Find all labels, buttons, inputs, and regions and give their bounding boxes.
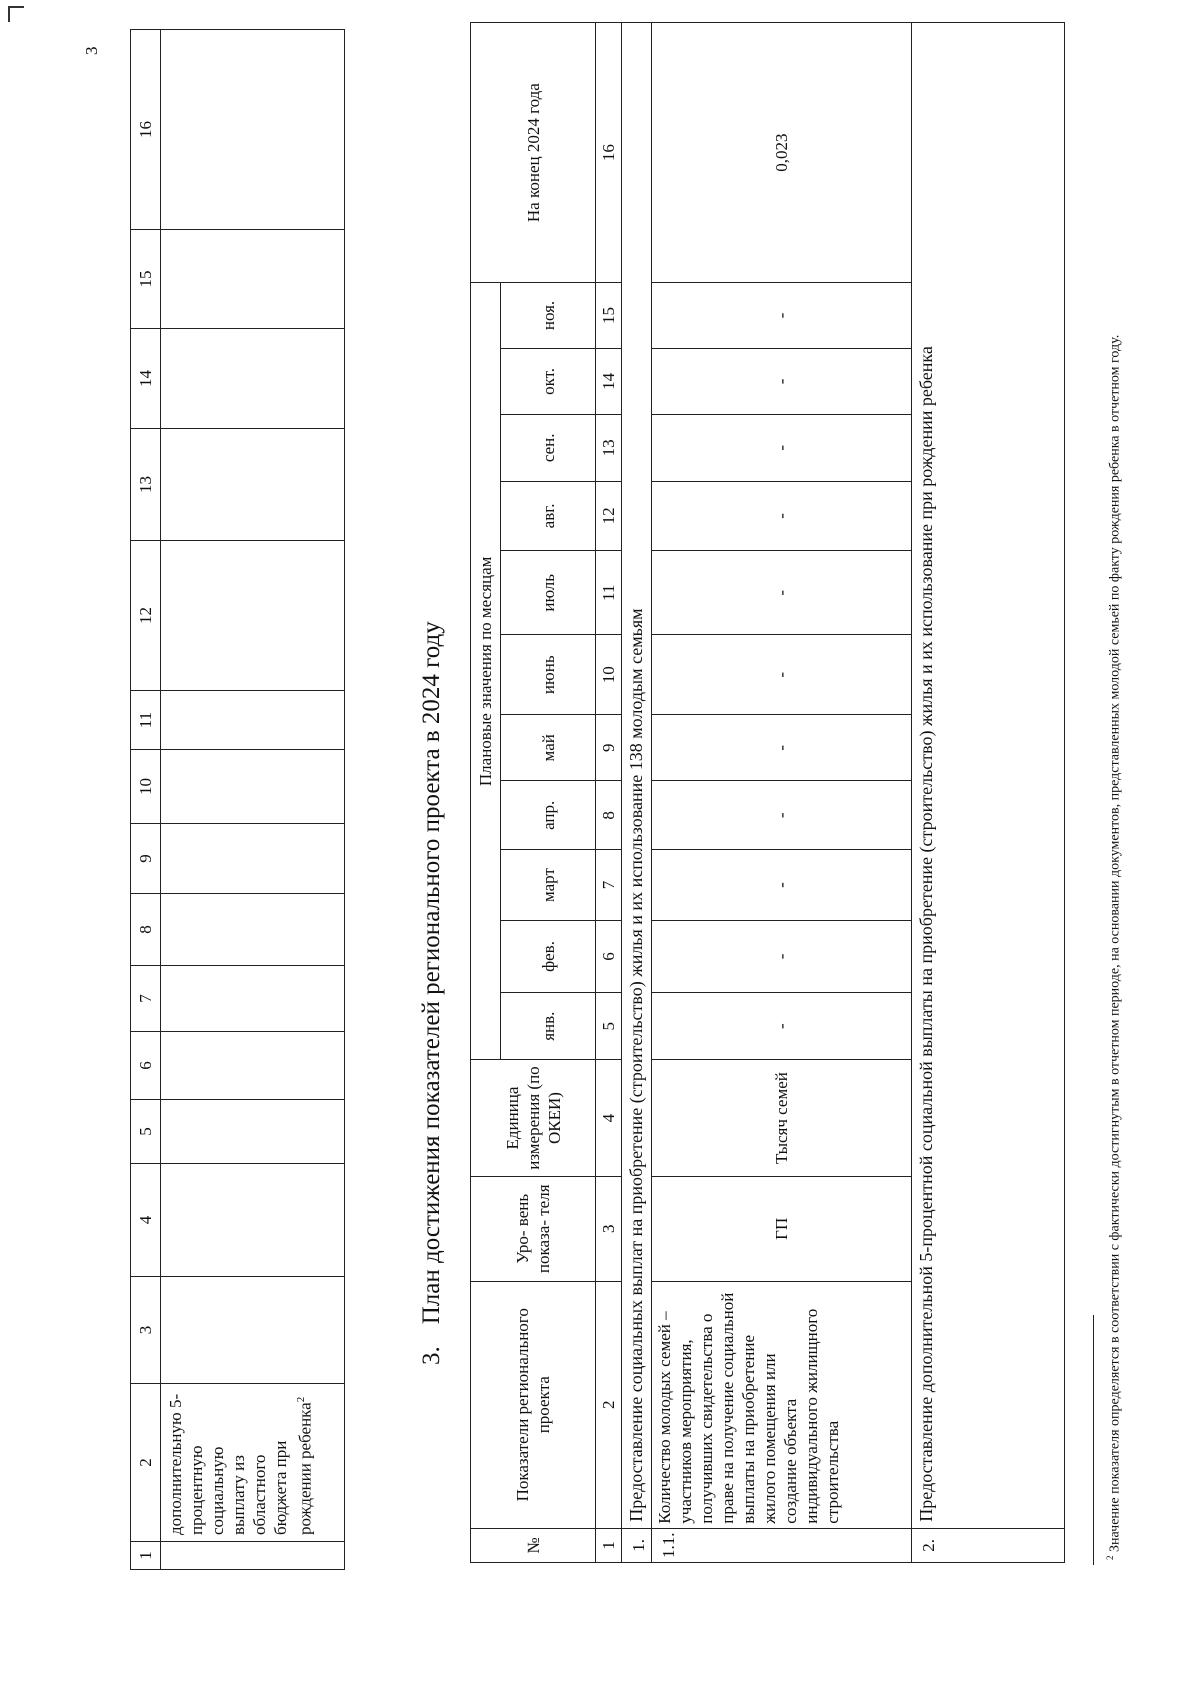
row-1-1-number: 1.1. (652, 1528, 912, 1562)
cont-row-text-cell (161, 1384, 345, 1542)
month-jul: июль (501, 551, 596, 635)
header-no: № (471, 1528, 596, 1562)
row-1-1-apr: - (652, 781, 912, 850)
cont-col-13: 13 (131, 429, 161, 541)
month-mar: март (501, 850, 596, 921)
section-1-row (622, 23, 652, 1563)
continuation-data-row (161, 30, 345, 1570)
colnum-9: 9 (596, 715, 622, 781)
colnum-13: 13 (596, 415, 622, 481)
cont-cell-4 (161, 1164, 345, 1277)
header-level: Уро- вень показа- теля (471, 1176, 596, 1281)
header-end: На конец 2024 года (471, 23, 596, 283)
month-nov: ноя. (501, 283, 596, 348)
section-1-text: Предоставление социальных выплат на приобретение (строительство) жилья и их использование 138 молодым семьям (622, 23, 652, 1529)
row-1-1-aug: - (652, 481, 912, 551)
cont-col-14: 14 (131, 329, 161, 429)
month-aug: авг. (501, 481, 596, 551)
row-1-1-jul: - (652, 551, 912, 635)
cont-col-10: 10 (131, 750, 161, 824)
cont-col-5: 5 (131, 1100, 161, 1164)
cont-col-7: 7 (131, 966, 161, 1032)
section-title-text: План достижения показателей регионального проекта в 2024 году (418, 621, 445, 1325)
colnum-8: 8 (596, 781, 622, 850)
colnum-15: 15 (596, 283, 622, 348)
colnum-2: 2 (596, 1281, 622, 1528)
colnum-16: 16 (596, 23, 622, 283)
row-1-1-indicator: Количество молодых семей – участников мероприятия, получивших свидетельства о праве на получение социальной выплаты на приобретение жилого помещения или создание объекта индивидуального жилищного строительства (652, 1281, 912, 1528)
cont-cell-12 (161, 541, 345, 691)
row-1-1-unit: Тысяч семей (652, 1060, 912, 1176)
month-jan: янв. (501, 992, 596, 1060)
cont-cell-10 (161, 750, 345, 824)
row-1-1-may: - (652, 715, 912, 781)
plan-table (470, 22, 1065, 1563)
month-sep: сен. (501, 415, 596, 481)
section-1-number: 1. (622, 1528, 652, 1562)
colnum-11: 11 (596, 551, 622, 635)
header-indicator: Показатели регионального проекта (471, 1281, 596, 1528)
footnote-ref: 2 (295, 1396, 307, 1403)
cont-cell-13 (161, 429, 345, 541)
header-plan: Плановые значения по месяцам (471, 283, 501, 1060)
colnum-10: 10 (596, 635, 622, 715)
footnote-separator (1093, 1315, 1094, 1565)
cont-cell-11 (161, 691, 345, 750)
continuation-table (130, 29, 345, 1570)
month-jun: июнь (501, 635, 596, 715)
cont-col-8: 8 (131, 894, 161, 966)
cont-cell-14 (161, 329, 345, 429)
cont-row-text: дополнительную 5-процентную социальную выплату из областного бюджета при рождении ребенка (166, 1393, 315, 1535)
colnum-5: 5 (596, 992, 622, 1060)
cont-cell-15 (161, 230, 345, 329)
cont-cell-16 (161, 30, 345, 230)
scan-corner-mark (8, 6, 24, 22)
month-may: май (501, 715, 596, 781)
month-feb: фев. (501, 920, 596, 992)
section-number: 3. (418, 1346, 445, 1365)
row-1-1-nov: - (652, 283, 912, 348)
cont-col-3: 3 (131, 1277, 161, 1384)
cont-cell-5 (161, 1100, 345, 1164)
month-oct: окт. (501, 348, 596, 414)
colnum-1: 1 (596, 1528, 622, 1562)
cont-col-6: 6 (131, 1032, 161, 1100)
page-number: 3 (82, 46, 101, 55)
cont-col-2: 2 (131, 1384, 161, 1542)
row-1-1-oct: - (652, 348, 912, 414)
row-1-1-mar: - (652, 850, 912, 921)
section-2-text: Предоставление дополнительной 5-процентной социальной выплаты на приобретение (строительство) жилья и их использование при рождении ребенка (912, 23, 1065, 1529)
continuation-header-row (131, 30, 161, 1570)
row-1-1-end: 0,023 (652, 23, 912, 283)
row-1-1-sep: - (652, 415, 912, 481)
cont-col-16: 16 (131, 30, 161, 230)
column-numbers-row (596, 23, 622, 1563)
row-1-1-jan: - (652, 992, 912, 1060)
cont-cell-9 (161, 824, 345, 894)
colnum-4: 4 (596, 1060, 622, 1176)
cont-cell-3 (161, 1277, 345, 1384)
colnum-7: 7 (596, 850, 622, 921)
month-apr: апр. (501, 781, 596, 850)
header-row-1 (471, 23, 501, 1563)
section-2-row (912, 23, 1065, 1563)
row-1-1-jun: - (652, 635, 912, 715)
colnum-14: 14 (596, 348, 622, 414)
cont-col-11: 11 (131, 691, 161, 750)
cont-col-15: 15 (131, 230, 161, 329)
header-unit: Единица измерения (по ОКЕИ) (471, 1060, 596, 1176)
row-1-1-feb: - (652, 920, 912, 992)
colnum-12: 12 (596, 481, 622, 551)
row-1-1 (652, 23, 912, 1563)
cont-cell-7 (161, 966, 345, 1032)
cont-cell-1 (161, 1542, 345, 1570)
cont-cell-6 (161, 1032, 345, 1100)
cont-col-4: 4 (131, 1164, 161, 1277)
section-2-number: 2. (912, 1528, 1065, 1562)
footnote (1100, 70, 1126, 1560)
section-title (418, 599, 446, 1365)
cont-col-12: 12 (131, 541, 161, 691)
cont-cell-8 (161, 894, 345, 966)
row-1-1-level: ГП (652, 1176, 912, 1281)
footnote-number: 2 (1105, 1555, 1115, 1560)
cont-col-9: 9 (131, 824, 161, 894)
cont-col-1: 1 (131, 1542, 161, 1570)
footnote-text: Значение показателя определяется в соответствии с фактически достигнутым в отчетном периоде, на основании документов, представленных молодой семьей по факту рождения ребенка в отчетном году. (1107, 334, 1123, 1552)
colnum-3: 3 (596, 1176, 622, 1281)
colnum-6: 6 (596, 920, 622, 992)
